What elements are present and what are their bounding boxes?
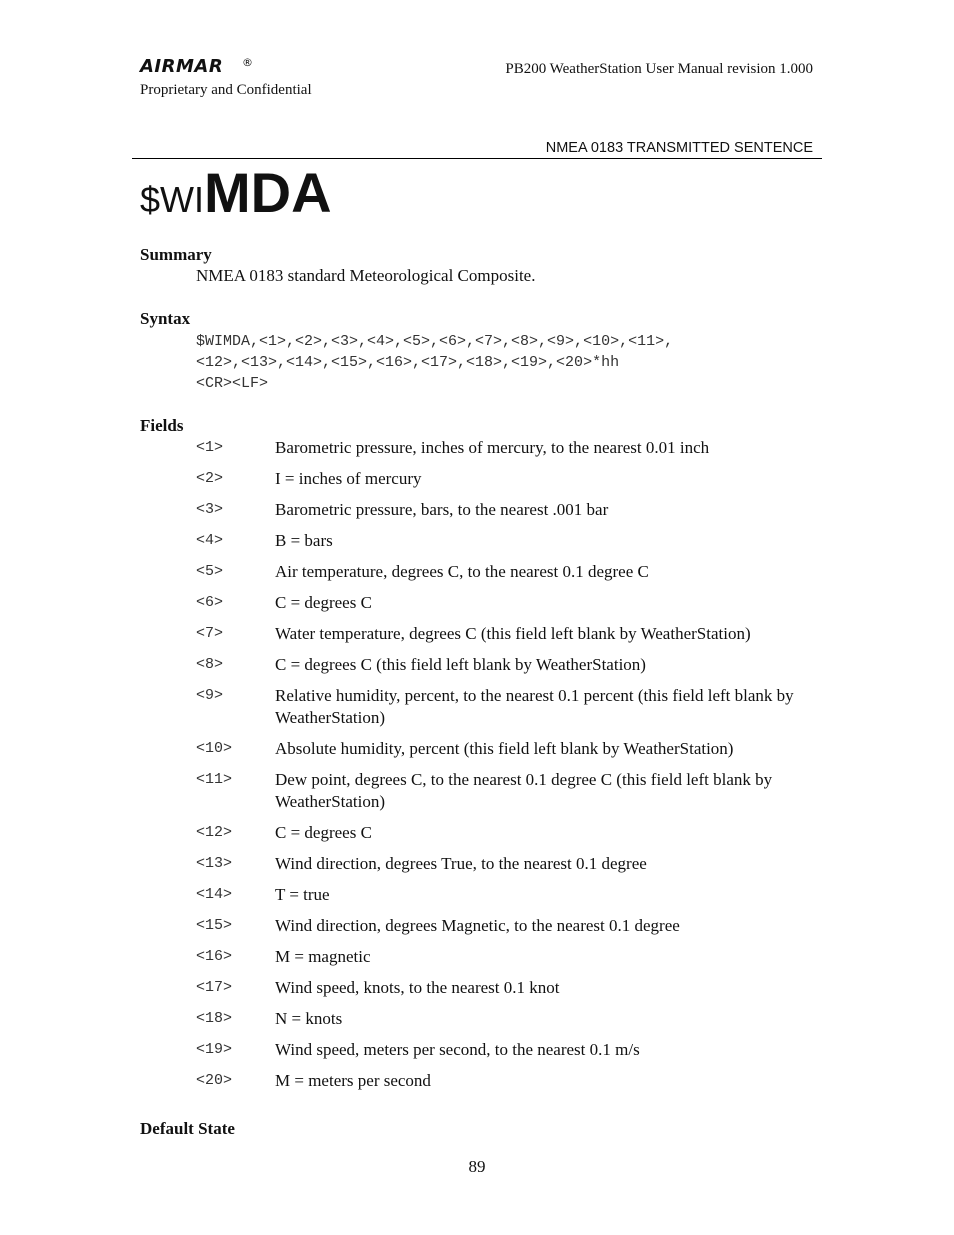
field-description: Barometric pressure, inches of mercury, to the nearest 0.01 inch	[275, 438, 710, 457]
field-row	[196, 853, 826, 875]
summary-text: NMEA 0183 standard Meteorological Composite.	[196, 266, 536, 285]
field-description: Wind speed, meters per second, to the nearest 0.1 m/s	[275, 1040, 640, 1059]
field-row	[196, 1039, 826, 1061]
field-row	[196, 1008, 826, 1030]
field-description: I = inches of mercury	[275, 469, 422, 488]
field-row	[196, 1070, 826, 1092]
field-description: Wind direction, degrees True, to the nearest 0.1 degree	[275, 854, 647, 873]
field-description: Air temperature, degrees C, to the nearest 0.1 degree C	[275, 562, 649, 581]
registered-mark: ®	[242, 56, 253, 69]
field-code: <18>	[196, 1010, 233, 1027]
field-code: <3>	[196, 501, 224, 518]
field-description: T = true	[275, 885, 330, 904]
field-code: <4>	[196, 532, 224, 549]
field-row	[196, 977, 826, 999]
syntax-line: <CR><LF>	[196, 375, 269, 392]
field-description: B = bars	[275, 531, 333, 550]
field-row	[196, 654, 826, 676]
field-row	[196, 437, 826, 459]
field-code: <1>	[196, 439, 224, 456]
field-description: Wind speed, knots, to the nearest 0.1 knot	[275, 978, 560, 997]
field-description: M = meters per second	[275, 1071, 431, 1090]
page-number: 89	[468, 1157, 486, 1176]
field-description: M = magnetic	[275, 947, 371, 966]
field-code: <11>	[196, 771, 233, 788]
header-divider	[132, 158, 822, 159]
section-label: NMEA 0183 TRANSMITTED SENTENCE	[545, 140, 813, 156]
field-code: <2>	[196, 470, 224, 487]
field-description: C = degrees C	[275, 823, 372, 842]
field-description: Dew point, degrees C, to the nearest 0.1 degree C (this field left blank by WeatherStation)	[275, 770, 773, 811]
sentence-title	[140, 160, 332, 225]
fields-heading: Fields	[140, 416, 184, 435]
field-code: <17>	[196, 979, 233, 996]
field-code: <13>	[196, 855, 233, 872]
field-row	[196, 946, 826, 968]
sentence-title-prefix: $WI	[140, 179, 205, 220]
field-description: Wind direction, degrees Magnetic, to the nearest 0.1 degree	[275, 916, 680, 935]
fields-list	[196, 437, 826, 1101]
field-code: <19>	[196, 1041, 233, 1058]
airmar-logo: AIRMAR	[140, 56, 224, 77]
field-description: C = degrees C	[275, 593, 372, 612]
field-description: C = degrees C (this field left blank by WeatherStation)	[275, 655, 646, 674]
field-row	[196, 623, 826, 645]
field-code: <9>	[196, 687, 224, 704]
field-row	[196, 499, 826, 521]
field-row	[196, 468, 826, 490]
field-code: <16>	[196, 948, 233, 965]
field-code: <5>	[196, 563, 224, 580]
field-row	[196, 769, 826, 813]
field-description: N = knots	[275, 1009, 343, 1028]
field-description: Barometric pressure, bars, to the nearest .001 bar	[275, 500, 609, 519]
field-code: <7>	[196, 625, 224, 642]
syntax-heading: Syntax	[140, 309, 191, 328]
confidentiality-notice: Proprietary and Confidential	[140, 82, 312, 98]
field-description: Absolute humidity, percent (this field left blank by WeatherStation)	[275, 739, 734, 758]
sentence-title-main: MDA	[204, 161, 332, 224]
document-title: PB200 WeatherStation User Manual revision 1.000	[505, 61, 813, 77]
field-code: <6>	[196, 594, 224, 611]
field-description: Relative humidity, percent, to the nearest 0.1 percent (this field left blank by WeatherStation)	[275, 686, 794, 727]
syntax-code	[196, 331, 673, 394]
summary-heading: Summary	[140, 245, 212, 264]
field-row	[196, 685, 826, 729]
field-row	[196, 592, 826, 614]
default-state-heading: Default State	[140, 1119, 235, 1138]
syntax-line: <12>,<13>,<14>,<15>,<16>,<17>,<18>,<19>,<20>*hh	[196, 354, 620, 371]
syntax-line: $WIMDA,<1>,<2>,<3>,<4>,<5>,<6>,<7>,<8>,<9>,<10>,<11>,	[196, 333, 674, 350]
field-row	[196, 561, 826, 583]
field-description: Water temperature, degrees C (this field left blank by WeatherStation)	[275, 624, 751, 643]
field-row	[196, 915, 826, 937]
field-row	[196, 530, 826, 552]
field-code: <20>	[196, 1072, 233, 1089]
field-row	[196, 884, 826, 906]
field-code: <12>	[196, 824, 233, 841]
field-code: <15>	[196, 917, 233, 934]
field-row	[196, 822, 826, 844]
field-row	[196, 738, 826, 760]
field-code: <8>	[196, 656, 224, 673]
field-code: <14>	[196, 886, 233, 903]
field-code: <10>	[196, 740, 233, 757]
